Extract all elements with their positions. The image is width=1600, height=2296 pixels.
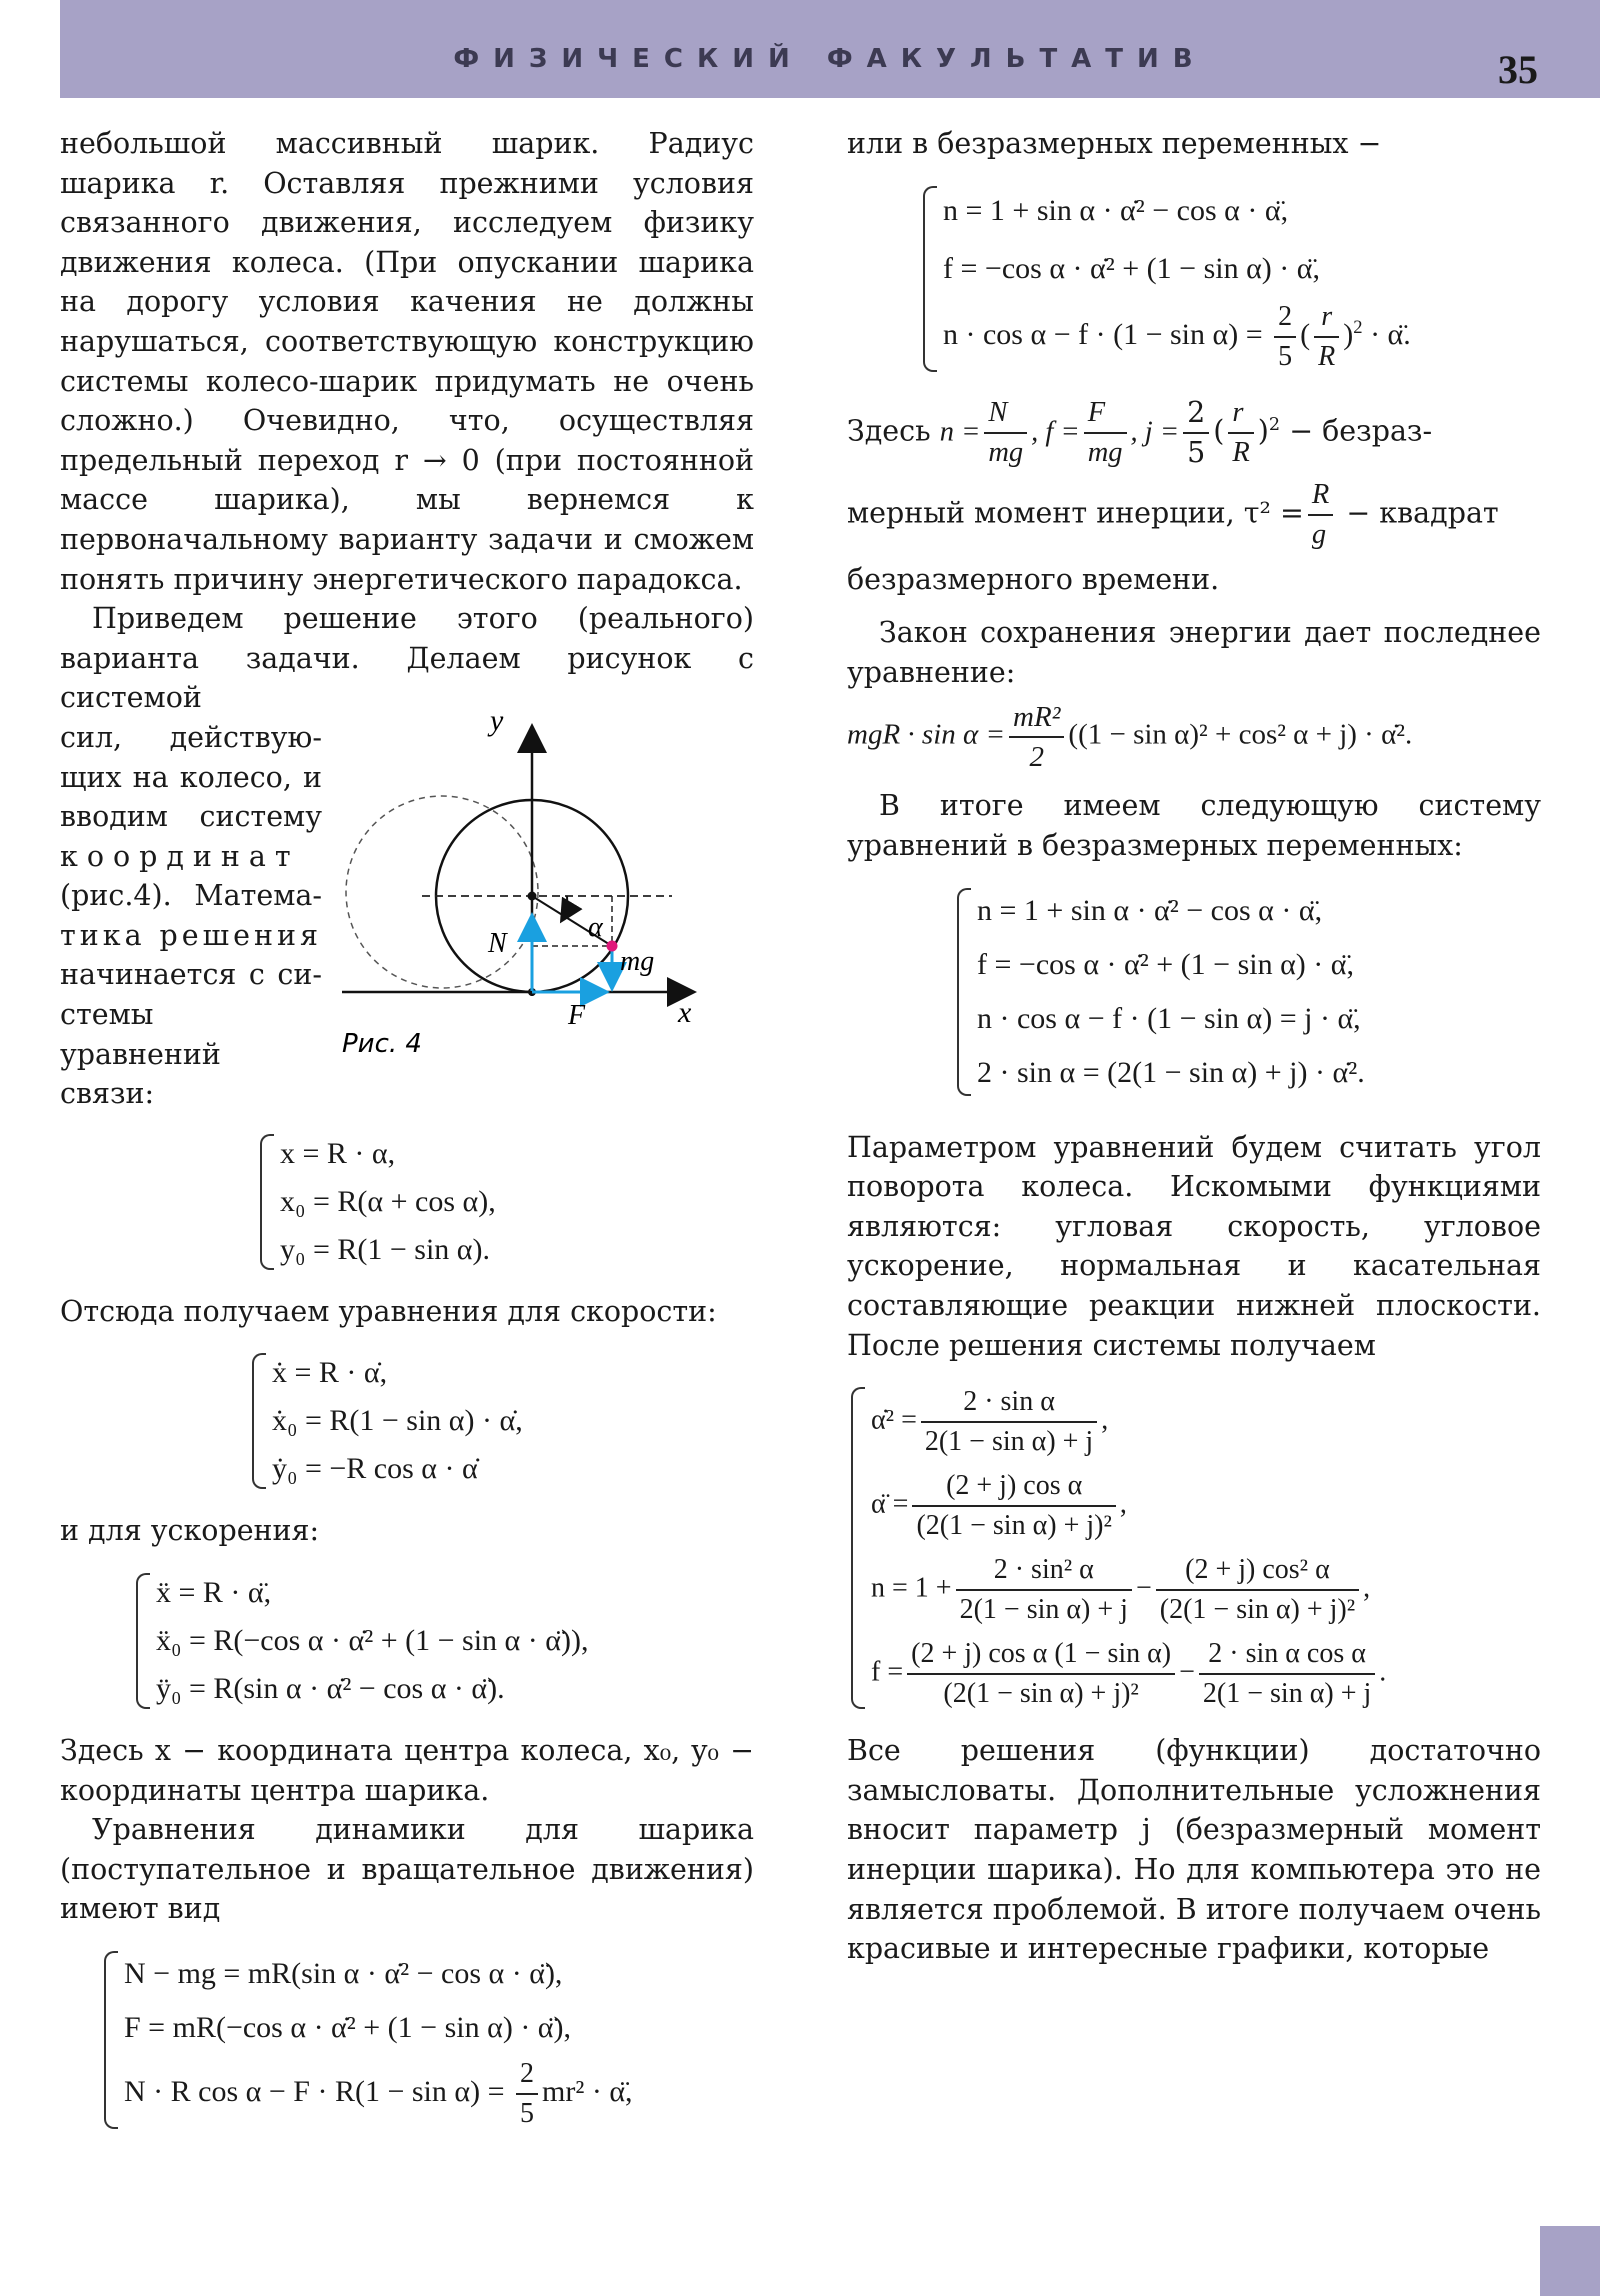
text-line: вводим систему <box>60 800 322 834</box>
equation-line: f = −cos α · α̇² + (1 − sin α) · α̈, <box>943 251 1320 285</box>
fraction: $\frac{N}{mg}$ <box>984 394 1027 472</box>
acceleration-system <box>136 1569 754 1713</box>
paragraph: Приведем решение этого (реального) варианта задачи. Делаем рисунок с системой <box>60 602 754 715</box>
equation-line: 2 · sin α = (2(1 − sin α) + j) · α̇². <box>977 1055 1365 1089</box>
paragraph: Уравнения динамики для шарика (поступательное и вращательное движения) имеют вид <box>60 1813 754 1926</box>
equation-line: ẍ = R · α̈, <box>156 1576 272 1610</box>
dimensionless-system <box>923 182 1541 376</box>
paragraph: или в безразмерных переменных − <box>847 127 1382 160</box>
fraction: $\frac{F}{mg}$ <box>1084 394 1127 472</box>
header-bar <box>60 0 1600 98</box>
paragraph: В итоге имеем следующую систему уравнений в безразмерных переменных: <box>847 789 1541 862</box>
equation-line: n · cos α − f · (1 − sin α) = $\frac{2}{5}$ ( $\frac{r}{R}$ )$^2$ · α̈. <box>943 298 1541 376</box>
equation-line: ẋ = R · α̇, <box>272 1356 388 1390</box>
N-label: N <box>488 927 507 959</box>
fraction: $\frac{2}{5}$ <box>1183 394 1209 472</box>
equation-line: ẋ₀ = R(1 − sin α) · α̇, <box>272 1404 523 1438</box>
equation-line: ÿ₀ = R(sin α · α̇² − cos α · α̈). <box>156 1672 505 1706</box>
equation-line: n = 1 + $\frac{\text{2 · sin² α}}{\text{2(1 − sin α) + j}}$ − $\frac{\text{(2 + j) cos² α}}{\text{(2(1 − sin α) + j)²}}$ , <box>871 1551 1541 1629</box>
paragraph: Здесь x − координата центра колеса, x₀, y₀ − координаты центра шарика. <box>60 1734 754 1807</box>
fraction: $\frac{\text{(2 + j) cos α (1 − sin α)}}{\text{(2(1 − sin α) + j)²}}$ <box>907 1635 1175 1713</box>
fraction: $\frac{2}{5}$ <box>516 2055 538 2133</box>
equation-line: x = R · α, <box>280 1136 396 1170</box>
paragraph: Все решения (функции) достаточно замысловаты. Дополнительные усложнения вносит параметр j (безразмерный момент инерции шарика). Но для компьютера это не является проблемой. В итоге получаем очень красивые и интересные графики, которые <box>847 1734 1541 1966</box>
paragraph: Параметром уравнений будем считать угол поворота колеса. Искомыми функциями являются: угловая скорость, угловое ускорение, нормальная и касательная составляющие реакции нижней плоскости. После решения системы получаем <box>847 1130 1541 1362</box>
equation-line: α̈ = $\frac{\text{(2 + j) cos α}}{\text{(2(1 − sin α) + j)²}}$ , <box>871 1467 1541 1545</box>
paragraph: и для ускорения: <box>60 1514 320 1548</box>
text-line: начинается с си- <box>60 958 322 992</box>
equation-line <box>124 2055 754 2133</box>
equation-line: F = mR(−cos α · α̇² + (1 − sin α) · α̈), <box>124 2011 572 2044</box>
equation-line: α̇² = $\frac{\text{2 · sin α}}{\text{2(1 − sin α) + j}}$ , <box>871 1383 1541 1461</box>
corner-tab <box>1540 2226 1600 2296</box>
mg-label: mg <box>620 945 655 977</box>
fraction: $\frac{\text{mR²}}{2}$ <box>1009 698 1064 776</box>
definitions-line: Здесь n = $\frac{N}{mg}$ , f = $\frac{F}{mg}$ , j = $\frac{2}{5}$ ( $\frac{r}{R}$ )$^2$ − безраз- <box>847 394 1541 472</box>
page-number: 35 <box>1498 47 1538 92</box>
energy-equation: mgR · sin α = $\frac{\text{mR²}}{2}$ ((1 − sin α)² + cos² α + j) · α̇². <box>847 698 1541 776</box>
fraction: $\frac{2}{5}$ <box>1274 298 1296 376</box>
fraction: $\frac{r}{R}$ <box>1314 298 1339 376</box>
left-column <box>60 124 754 2151</box>
paragraph: Отсюда получаем уравнения для скорости: <box>60 1294 717 1328</box>
final-system <box>957 884 1541 1100</box>
y-axis-label: y <box>490 705 504 737</box>
equation-line: ẏ₀ = −R cos α · α̇ <box>272 1452 478 1486</box>
fraction: $\frac{\text{2 · sin α}}{\text{2(1 − sin α) + j}}$ <box>921 1383 1097 1461</box>
paragraph: Закон сохранения энергии дает последнее уравнение: <box>847 616 1541 689</box>
fraction: $\frac{\text{(2 + j) cos² α}}{\text{(2(1 − sin α) + j)²}}$ <box>1156 1551 1359 1629</box>
equation-line: n = 1 + sin α · α̇² − cos α · α̈, <box>977 893 1323 927</box>
equation-line: n · cos α − f · (1 − sin α) = j · α̈, <box>977 1001 1361 1035</box>
constraint-system <box>260 1130 754 1274</box>
running-title: ФИЗИЧЕСКИЙ ФАКУЛЬТАТИВ <box>453 44 1207 74</box>
fraction: $\frac{\text{2 · sin α cos α}}{\text{2(1 − sin α) + j}}$ <box>1199 1635 1375 1713</box>
dashed-circle <box>346 796 538 988</box>
F-label: F <box>568 999 586 1031</box>
equation-line: y₀ = R(1 − sin α). <box>280 1232 491 1266</box>
text-line: (рис.4). Матема- <box>60 879 322 913</box>
equation-line: f = $\frac{\text{(2 + j) cos α (1 − sin α)}}{\text{(2(1 − sin α) + j)²}}$ − $\frac{\text{2 · sin α cos α}}{\text{2(1 − sin α) + j}}$ . <box>871 1635 1541 1713</box>
fraction: $\frac{R}{g}$ <box>1308 476 1333 554</box>
text-line: стемы уравнений <box>60 998 221 1071</box>
text-line: связи: <box>60 1077 155 1111</box>
alpha-label: α <box>588 911 603 943</box>
fraction: $\frac{\text{(2 + j) cos α}}{\text{(2(1 − sin α) + j)²}}$ <box>912 1467 1115 1545</box>
fraction: $\frac{r}{R}$ <box>1228 394 1253 472</box>
text-line: щих на колесо, и <box>60 760 322 794</box>
equation-line: ẍ₀ = R(−cos α · α̇² + (1 − sin α · α̈)), <box>156 1624 589 1658</box>
equation-line: x₀ = R(α + cos α), <box>280 1184 496 1218</box>
wheel-diagram <box>342 706 762 1066</box>
wrapped-text <box>60 718 322 1114</box>
equation-line: n = 1 + sin α · α̇² − cos α · α̈, <box>943 193 1289 227</box>
equation-part: mr² · α̈, <box>542 2074 633 2108</box>
figure-block <box>60 705 754 1114</box>
text-line: сил, действую- <box>60 720 322 754</box>
text-line: тика решения <box>60 918 322 952</box>
velocity-system <box>252 1349 754 1493</box>
text-line: координат <box>60 839 300 873</box>
paragraph: безразмерного времени. <box>847 562 1220 596</box>
equation-line: N − mg = mR(sin α · α̇² − cos α · α̈), <box>124 1957 563 1990</box>
x-axis-label: x <box>678 995 692 1029</box>
right-column <box>847 124 1541 1969</box>
ball <box>607 940 618 951</box>
dynamics-system <box>104 1947 754 2133</box>
solution-system <box>851 1383 1541 1713</box>
definitions-line: мерный момент инерции, τ² = $\frac{R}{g}$ − квадрат <box>847 476 1541 554</box>
fraction: $\frac{\text{2 · sin² α}}{\text{2(1 − sin α) + j}}$ <box>956 1551 1132 1629</box>
equation-part: N · R cos α − F · R(1 − sin α) = <box>124 2074 513 2108</box>
figure-caption: Рис. 4 <box>342 1028 422 1059</box>
paragraph: небольшой массивный шарик. Радиус шарика r. Оставляя прежними условия связанного движения, исследуем физику движения колеса. (При опускании шарика на дорогу условия качения не должны нарушаться, соответствующую конструкцию системы колесо-шарик придумать не очень сложно.) Очевидно, что, осуществляя предельный переход r → 0 (при постоянной массе шарика), мы вернемся к первоначальному варианту задачи и сможем понять причину энергетического парадокса. <box>60 127 754 596</box>
equation-line: f = −cos α · α̇² + (1 − sin α) · α̈, <box>977 947 1354 981</box>
